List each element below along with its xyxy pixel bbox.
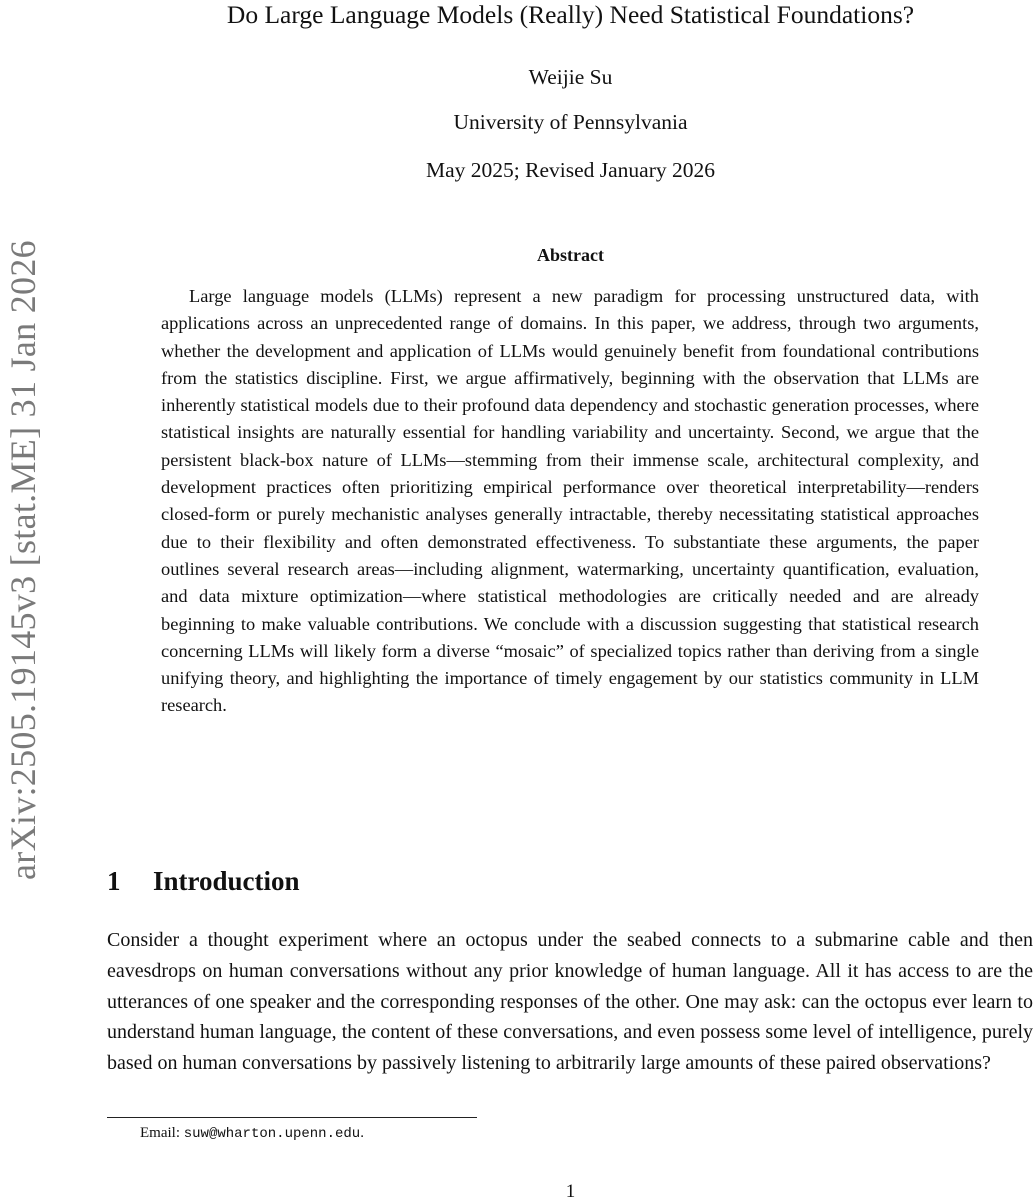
introduction-paragraph: Consider a thought experiment where an octopus under the seabed connects to a submarine cable and then eavesdrops on human conversations without any prior knowledge of human language. All it has access to are the utterances of one speaker and the corresponding responses of the other. One may ask: can the octopus ever learn to understand human language, the content of these conversations, and even possess some level of intelligence, purely based on human conversations by passively listening to arbitrarily large amounts of these paired observations? <box>107 929 1033 1075</box>
email-address[interactable]: suw@wharton.upenn.edu <box>183 1126 361 1142</box>
section-heading <box>107 866 300 897</box>
footnote-rule <box>107 1117 477 1118</box>
footnote-suffix: . <box>360 1125 364 1141</box>
author-name: Weijie Su <box>528 65 613 89</box>
footnote-label: Email: <box>140 1125 184 1141</box>
abstract-heading: Abstract <box>537 245 604 265</box>
footnote <box>140 1125 364 1142</box>
author-affiliation: University of Pennsylvania <box>453 110 688 134</box>
section-title: Introduction <box>153 866 300 896</box>
page-number: 1 <box>565 1181 576 1202</box>
abstract-text: Large language models (LLMs) represent a new paradigm for processing unstructured data, with applications across an unprecedented range of domains. In this paper, we address, through two arguments, whether the development and application of LLMs would genuinely benefit from foundational contributions from the statistics discipline. First, we argue affirmatively, beginning with the observation that LLMs are inherently statistical models due to their profound data dependency and stochastic generation processes, where statistical insights are naturally essential for handling variability and uncertainty. Second, we argue that the persistent black-box nature of LLMs—stemming from their immense scale, architectural complexity, and development practices often prioritizing empirical performance over theoretical interpretability—renders closed-form or purely mechanistic analyses generally intractable, thereby necessitating statistical approaches due to their flexibility and often demonstrated effectiveness. To substantiate these arguments, the paper outlines several research areas—including alignment, watermarking, uncertainty quantification, evaluation, and data mixture optimization—where statistical methodologies are critically needed and are already beginning to make valuable contributions. We conclude with a discussion suggesting that statistical research concerning LLMs will likely form a diverse “mosaic” of specialized topics rather than deriving from a single unifying theory, and highlighting the importance of timely engagement by our statistics community in LLM research. <box>161 286 979 716</box>
paper-date: May 2025; Revised January 2026 <box>425 158 715 182</box>
arxiv-watermark <box>0 205 46 915</box>
paper-title: Do Large Language Models (Really) Need Statistical Foundations? <box>226 0 915 29</box>
arxiv-identifier: arXiv:2505.19145v3 [stat.ME] 31 Jan 2026 <box>3 240 43 880</box>
section-number: 1 <box>107 866 121 896</box>
